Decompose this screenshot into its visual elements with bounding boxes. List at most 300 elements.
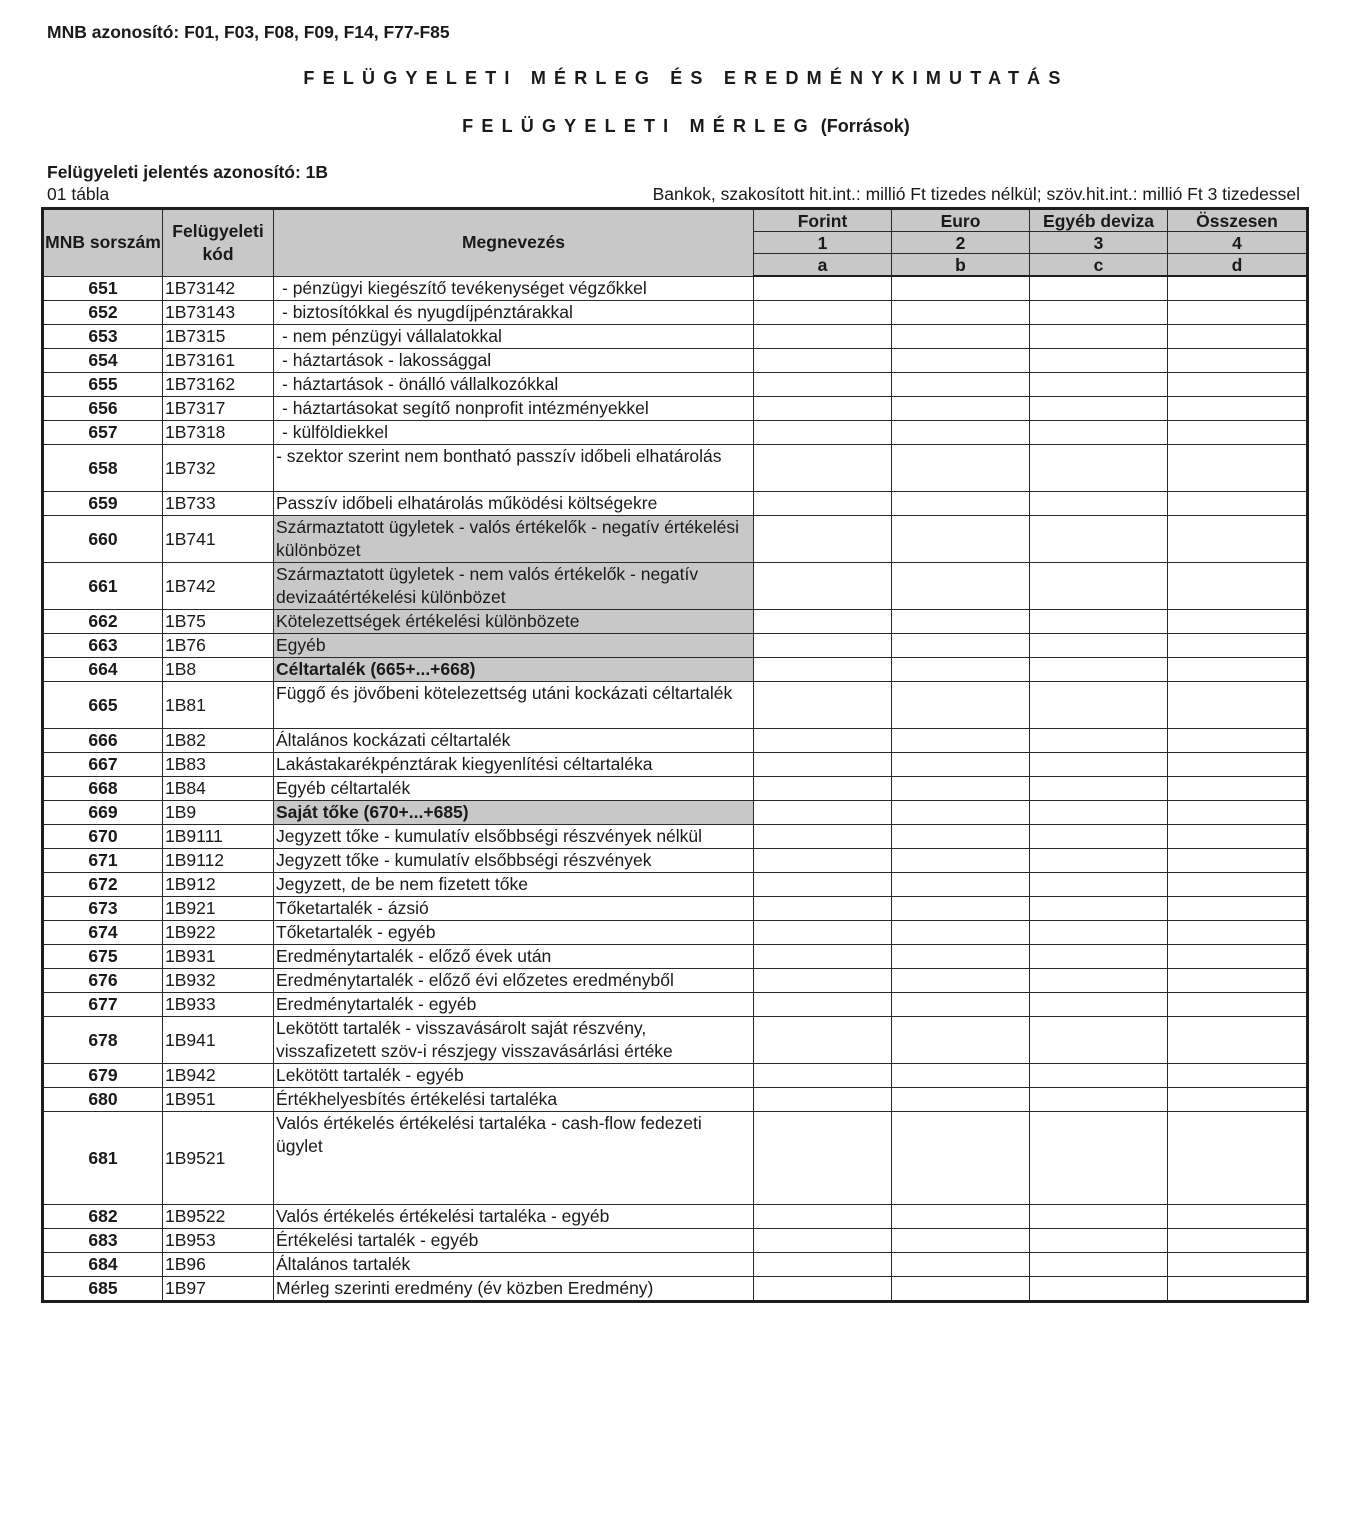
table-row (43, 1112, 1308, 1205)
row-number: 677 (43, 993, 163, 1017)
row-number: 668 (43, 777, 163, 801)
value-cell-forint[interactable] (754, 1229, 892, 1253)
row-number: 654 (43, 349, 163, 373)
table-row (43, 373, 1308, 397)
row-description: Jegyzett, de be nem fizetett tőke (274, 873, 754, 897)
row-number: 657 (43, 421, 163, 445)
value-cell-other-currency[interactable] (1030, 849, 1168, 873)
value-cell-other-currency[interactable] (1030, 325, 1168, 349)
balance-sheet-table (41, 207, 1309, 1303)
row-description: Tőketartalék - ázsió (274, 897, 754, 921)
row-code: 1B73161 (163, 349, 274, 373)
row-number: 662 (43, 610, 163, 634)
value-cell-euro[interactable] (892, 516, 1030, 563)
row-number: 674 (43, 921, 163, 945)
value-cell-forint[interactable] (754, 873, 892, 897)
value-cell-total[interactable] (1168, 397, 1308, 421)
table-row (43, 801, 1308, 825)
row-code: 1B921 (163, 897, 274, 921)
row-code: 1B9112 (163, 849, 274, 873)
row-code: 1B9111 (163, 825, 274, 849)
col-header-name: Megnevezés (274, 209, 754, 277)
value-cell-total[interactable] (1168, 849, 1308, 873)
value-cell-forint[interactable] (754, 897, 892, 921)
value-cell-euro[interactable] (892, 921, 1030, 945)
row-number: 664 (43, 658, 163, 682)
value-cell-euro[interactable] (892, 634, 1030, 658)
value-cell-euro[interactable] (892, 873, 1030, 897)
value-cell-euro[interactable] (892, 801, 1030, 825)
value-cell-euro[interactable] (892, 1088, 1030, 1112)
col-number: 2 (892, 232, 1030, 254)
value-cell-total[interactable] (1168, 421, 1308, 445)
value-cell-euro[interactable] (892, 301, 1030, 325)
value-cell-total[interactable] (1168, 921, 1308, 945)
row-code: 1B81 (163, 682, 274, 729)
row-code: 1B7315 (163, 325, 274, 349)
col-letter: a (754, 254, 892, 277)
value-cell-forint[interactable] (754, 729, 892, 753)
value-cell-total[interactable] (1168, 658, 1308, 682)
value-cell-forint[interactable] (754, 825, 892, 849)
value-cell-forint[interactable] (754, 276, 892, 301)
table-row (43, 445, 1308, 492)
row-description: Egyéb (274, 634, 754, 658)
value-cell-other-currency[interactable] (1030, 729, 1168, 753)
row-number: 658 (43, 445, 163, 492)
row-code: 1B73142 (163, 276, 274, 301)
value-cell-forint[interactable] (754, 921, 892, 945)
row-description: Származtatott ügyletek - nem valós értékelők - negatív devizaátértékelési különbözet (274, 563, 754, 610)
row-description: Jegyzett tőke - kumulatív elsőbbségi részvények nélkül (274, 825, 754, 849)
row-number: 675 (43, 945, 163, 969)
table-row (43, 729, 1308, 753)
table-body (43, 276, 1308, 1302)
row-code: 1B73162 (163, 373, 274, 397)
row-number: 652 (43, 301, 163, 325)
row-number: 666 (43, 729, 163, 753)
value-cell-total[interactable] (1168, 897, 1308, 921)
value-cell-forint[interactable] (754, 1277, 892, 1302)
row-code: 1B932 (163, 969, 274, 993)
value-cell-total[interactable] (1168, 1277, 1308, 1302)
row-description: Származtatott ügyletek - valós értékelők - negatív értékelési különbözet (274, 516, 754, 563)
table-row (43, 301, 1308, 325)
row-description: Mérleg szerinti eredmény (év közben Eredmény) (274, 1277, 754, 1302)
row-number: 667 (43, 753, 163, 777)
row-code: 1B7318 (163, 421, 274, 445)
value-cell-euro[interactable] (892, 373, 1030, 397)
units-note: Bankok, szakosított hit.int.: millió Ft tizedes nélkül; szöv.hit.int.: millió Ft 3 tizedessel (652, 184, 1300, 204)
row-description: - pénzügyi kiegészítő tevékenységet végzőkkel (274, 276, 754, 301)
value-cell-other-currency[interactable] (1030, 349, 1168, 373)
subtitle-main: FELÜGYELETI MÉRLEG (462, 116, 816, 136)
value-cell-other-currency[interactable] (1030, 634, 1168, 658)
value-cell-total[interactable] (1168, 276, 1308, 301)
row-code: 1B951 (163, 1088, 274, 1112)
value-cell-other-currency[interactable] (1030, 969, 1168, 993)
value-cell-total[interactable] (1168, 1205, 1308, 1229)
value-cell-other-currency[interactable] (1030, 658, 1168, 682)
value-cell-euro[interactable] (892, 563, 1030, 610)
row-code: 1B933 (163, 993, 274, 1017)
value-cell-total[interactable] (1168, 349, 1308, 373)
row-number: 670 (43, 825, 163, 849)
row-number: 685 (43, 1277, 163, 1302)
row-number: 653 (43, 325, 163, 349)
value-cell-other-currency[interactable] (1030, 825, 1168, 849)
table-row (43, 849, 1308, 873)
value-cell-euro[interactable] (892, 1205, 1030, 1229)
value-cell-other-currency[interactable] (1030, 1253, 1168, 1277)
value-cell-forint[interactable] (754, 301, 892, 325)
value-cell-euro[interactable] (892, 1064, 1030, 1088)
col-header-euro: Euro (892, 209, 1030, 232)
value-cell-other-currency[interactable] (1030, 563, 1168, 610)
col-header-forint: Forint (754, 209, 892, 232)
row-number: 660 (43, 516, 163, 563)
row-description: - szektor szerint nem bontható passzív időbeli elhatárolás (274, 445, 754, 492)
row-description: Általános kockázati céltartalék (274, 729, 754, 753)
value-cell-other-currency[interactable] (1030, 301, 1168, 325)
value-cell-total[interactable] (1168, 1112, 1308, 1205)
value-cell-forint[interactable] (754, 1088, 892, 1112)
value-cell-forint[interactable] (754, 945, 892, 969)
row-code: 1B9521 (163, 1112, 274, 1205)
row-code: 1B931 (163, 945, 274, 969)
value-cell-total[interactable] (1168, 373, 1308, 397)
value-cell-other-currency[interactable] (1030, 1017, 1168, 1064)
table-row (43, 825, 1308, 849)
value-cell-other-currency[interactable] (1030, 445, 1168, 492)
table-row (43, 563, 1308, 610)
col-letter: c (1030, 254, 1168, 277)
row-description: Lekötött tartalék - egyéb (274, 1064, 754, 1088)
col-header-code: Felügyeleti kód (163, 209, 274, 277)
table-row (43, 1205, 1308, 1229)
value-cell-other-currency[interactable] (1030, 397, 1168, 421)
value-cell-total[interactable] (1168, 945, 1308, 969)
value-cell-other-currency[interactable] (1030, 1064, 1168, 1088)
value-cell-total[interactable] (1168, 873, 1308, 897)
row-number: 680 (43, 1088, 163, 1112)
table-row (43, 325, 1308, 349)
value-cell-other-currency[interactable] (1030, 897, 1168, 921)
value-cell-total[interactable] (1168, 610, 1308, 634)
value-cell-euro[interactable] (892, 729, 1030, 753)
col-number: 3 (1030, 232, 1168, 254)
table-row (43, 897, 1308, 921)
value-cell-total[interactable] (1168, 801, 1308, 825)
value-cell-total[interactable] (1168, 825, 1308, 849)
row-number: 656 (43, 397, 163, 421)
value-cell-forint[interactable] (754, 1064, 892, 1088)
row-description: Saját tőke (670+...+685) (274, 801, 754, 825)
table-row (43, 1064, 1308, 1088)
table-row (43, 777, 1308, 801)
col-header-other-currency: Egyéb deviza (1030, 209, 1168, 232)
value-cell-total[interactable] (1168, 445, 1308, 492)
value-cell-euro[interactable] (892, 397, 1030, 421)
row-number: 682 (43, 1205, 163, 1229)
col-header-total: Összesen (1168, 209, 1308, 232)
report-identifier: Felügyeleti jelentés azonosító: 1B (47, 162, 329, 182)
value-cell-total[interactable] (1168, 492, 1308, 516)
value-cell-euro[interactable] (892, 945, 1030, 969)
value-cell-forint[interactable] (754, 610, 892, 634)
value-cell-total[interactable] (1168, 777, 1308, 801)
table-identifier: 01 tábla (47, 184, 110, 204)
value-cell-forint[interactable] (754, 397, 892, 421)
table-row (43, 1253, 1308, 1277)
value-cell-other-currency[interactable] (1030, 421, 1168, 445)
value-cell-euro[interactable] (892, 1253, 1030, 1277)
row-description: - nem pénzügyi vállalatokkal (274, 325, 754, 349)
value-cell-other-currency[interactable] (1030, 373, 1168, 397)
row-code: 1B96 (163, 1253, 274, 1277)
table-row (43, 421, 1308, 445)
row-description: Valós értékelés értékelési tartaléka - egyéb (274, 1205, 754, 1229)
value-cell-euro[interactable] (892, 421, 1030, 445)
table-row (43, 1088, 1308, 1112)
value-cell-forint[interactable] (754, 1017, 892, 1064)
row-number: 678 (43, 1017, 163, 1064)
row-description: Céltartalék (665+...+668) (274, 658, 754, 682)
row-description: - biztosítókkal és nyugdíjpénztárakkal (274, 301, 754, 325)
table-row (43, 492, 1308, 516)
row-description: - háztartások - önálló vállalkozókkal (274, 373, 754, 397)
value-cell-euro[interactable] (892, 825, 1030, 849)
value-cell-forint[interactable] (754, 801, 892, 825)
value-cell-other-currency[interactable] (1030, 921, 1168, 945)
value-cell-euro[interactable] (892, 1017, 1030, 1064)
value-cell-forint[interactable] (754, 634, 892, 658)
value-cell-forint[interactable] (754, 753, 892, 777)
row-number: 672 (43, 873, 163, 897)
row-description: Eredménytartalék - előző évi előzetes eredményből (274, 969, 754, 993)
table-row (43, 969, 1308, 993)
value-cell-total[interactable] (1168, 634, 1308, 658)
row-description: Tőketartalék - egyéb (274, 921, 754, 945)
value-cell-total[interactable] (1168, 729, 1308, 753)
value-cell-euro[interactable] (892, 325, 1030, 349)
subtitle-suffix: (Források) (815, 116, 910, 136)
col-letter: d (1168, 254, 1308, 277)
table-row (43, 516, 1308, 563)
table-row (43, 276, 1308, 301)
value-cell-forint[interactable] (754, 563, 892, 610)
row-number: 683 (43, 1229, 163, 1253)
row-code: 1B9522 (163, 1205, 274, 1229)
row-number: 665 (43, 682, 163, 729)
row-number: 651 (43, 276, 163, 301)
row-description: Lakástakarékpénztárak kiegyenlítési céltartaléka (274, 753, 754, 777)
value-cell-euro[interactable] (892, 897, 1030, 921)
value-cell-forint[interactable] (754, 1112, 892, 1205)
col-letter: b (892, 254, 1030, 277)
value-cell-forint[interactable] (754, 445, 892, 492)
value-cell-euro[interactable] (892, 1277, 1030, 1302)
table-row (43, 1017, 1308, 1064)
value-cell-other-currency[interactable] (1030, 777, 1168, 801)
row-code: 1B942 (163, 1064, 274, 1088)
col-number: 4 (1168, 232, 1308, 254)
row-number: 676 (43, 969, 163, 993)
table-row (43, 397, 1308, 421)
row-description: - háztartások - lakossággal (274, 349, 754, 373)
row-description: Eredménytartalék - előző évek után (274, 945, 754, 969)
value-cell-euro[interactable] (892, 993, 1030, 1017)
row-code: 1B8 (163, 658, 274, 682)
row-code: 1B73143 (163, 301, 274, 325)
value-cell-other-currency[interactable] (1030, 993, 1168, 1017)
value-cell-forint[interactable] (754, 993, 892, 1017)
row-code: 1B7317 (163, 397, 274, 421)
value-cell-euro[interactable] (892, 777, 1030, 801)
table-row (43, 658, 1308, 682)
value-cell-total[interactable] (1168, 682, 1308, 729)
table-row (43, 993, 1308, 1017)
value-cell-euro[interactable] (892, 753, 1030, 777)
table-row (43, 873, 1308, 897)
row-code: 1B732 (163, 445, 274, 492)
row-number: 655 (43, 373, 163, 397)
value-cell-other-currency[interactable] (1030, 945, 1168, 969)
value-cell-other-currency[interactable] (1030, 1277, 1168, 1302)
value-cell-euro[interactable] (892, 1229, 1030, 1253)
row-number: 679 (43, 1064, 163, 1088)
value-cell-total[interactable] (1168, 1017, 1308, 1064)
value-cell-other-currency[interactable] (1030, 1112, 1168, 1205)
row-code: 1B97 (163, 1277, 274, 1302)
value-cell-other-currency[interactable] (1030, 516, 1168, 563)
table-header (43, 209, 1308, 277)
value-cell-euro[interactable] (892, 969, 1030, 993)
value-cell-euro[interactable] (892, 849, 1030, 873)
value-cell-other-currency[interactable] (1030, 1088, 1168, 1112)
document-subtitle (0, 116, 1372, 137)
value-cell-total[interactable] (1168, 753, 1308, 777)
value-cell-forint[interactable] (754, 969, 892, 993)
value-cell-forint[interactable] (754, 1253, 892, 1277)
row-description: Általános tartalék (274, 1253, 754, 1277)
value-cell-forint[interactable] (754, 421, 892, 445)
value-cell-euro[interactable] (892, 445, 1030, 492)
row-number: 673 (43, 897, 163, 921)
value-cell-forint[interactable] (754, 349, 892, 373)
table-row (43, 921, 1308, 945)
value-cell-total[interactable] (1168, 1229, 1308, 1253)
value-cell-other-currency[interactable] (1030, 682, 1168, 729)
value-cell-euro[interactable] (892, 276, 1030, 301)
row-code: 1B922 (163, 921, 274, 945)
value-cell-total[interactable] (1168, 993, 1308, 1017)
table-row (43, 682, 1308, 729)
row-number: 684 (43, 1253, 163, 1277)
row-code: 1B82 (163, 729, 274, 753)
value-cell-euro[interactable] (892, 658, 1030, 682)
value-cell-total[interactable] (1168, 563, 1308, 610)
table-row (43, 945, 1308, 969)
value-cell-total[interactable] (1168, 1253, 1308, 1277)
value-cell-forint[interactable] (754, 325, 892, 349)
value-cell-euro[interactable] (892, 682, 1030, 729)
row-description: - háztartásokat segítő nonprofit intézményekkel (274, 397, 754, 421)
value-cell-total[interactable] (1168, 1064, 1308, 1088)
value-cell-other-currency[interactable] (1030, 753, 1168, 777)
value-cell-euro[interactable] (892, 349, 1030, 373)
table-row (43, 634, 1308, 658)
row-code: 1B912 (163, 873, 274, 897)
row-code: 1B941 (163, 1017, 274, 1064)
row-description: Értékelési tartalék - egyéb (274, 1229, 754, 1253)
col-number: 1 (754, 232, 892, 254)
value-cell-other-currency[interactable] (1030, 1229, 1168, 1253)
row-description: Passzív időbeli elhatárolás működési költségekre (274, 492, 754, 516)
table-row (43, 753, 1308, 777)
value-cell-other-currency[interactable] (1030, 610, 1168, 634)
value-cell-other-currency[interactable] (1030, 276, 1168, 301)
row-description: - külföldiekkel (274, 421, 754, 445)
value-cell-forint[interactable] (754, 373, 892, 397)
value-cell-total[interactable] (1168, 516, 1308, 563)
row-description: Eredménytartalék - egyéb (274, 993, 754, 1017)
value-cell-forint[interactable] (754, 682, 892, 729)
value-cell-forint[interactable] (754, 516, 892, 563)
row-code: 1B84 (163, 777, 274, 801)
value-cell-forint[interactable] (754, 492, 892, 516)
value-cell-other-currency[interactable] (1030, 873, 1168, 897)
table-row (43, 1277, 1308, 1302)
value-cell-total[interactable] (1168, 325, 1308, 349)
row-description: Egyéb céltartalék (274, 777, 754, 801)
row-code: 1B76 (163, 634, 274, 658)
value-cell-other-currency[interactable] (1030, 801, 1168, 825)
document-title: FELÜGYELETI MÉRLEG ÉS EREDMÉNYKIMUTATÁS (303, 68, 1069, 88)
row-number: 681 (43, 1112, 163, 1205)
value-cell-total[interactable] (1168, 1088, 1308, 1112)
value-cell-euro[interactable] (892, 492, 1030, 516)
value-cell-forint[interactable] (754, 849, 892, 873)
row-description: Kötelezettségek értékelési különbözete (274, 610, 754, 634)
value-cell-euro[interactable] (892, 1112, 1030, 1205)
value-cell-other-currency[interactable] (1030, 1205, 1168, 1229)
value-cell-total[interactable] (1168, 301, 1308, 325)
table-row (43, 610, 1308, 634)
row-description: Lekötött tartalék - visszavásárolt saját részvény, visszafizetett szöv-i részjegy visszavásárlási értéke (274, 1017, 754, 1064)
row-code: 1B742 (163, 563, 274, 610)
value-cell-other-currency[interactable] (1030, 492, 1168, 516)
row-number: 669 (43, 801, 163, 825)
row-description: Jegyzett tőke - kumulatív elsőbbségi részvények (274, 849, 754, 873)
value-cell-forint[interactable] (754, 777, 892, 801)
row-description: Függő és jövőbeni kötelezettség utáni kockázati céltartalék (274, 682, 754, 729)
value-cell-total[interactable] (1168, 969, 1308, 993)
row-code: 1B741 (163, 516, 274, 563)
col-header-mnb: MNB sorszám (43, 209, 163, 277)
row-description: Valós értékelés értékelési tartaléka - cash-flow fedezeti ügylet (274, 1112, 754, 1205)
table-row (43, 1229, 1308, 1253)
value-cell-forint[interactable] (754, 658, 892, 682)
row-number: 659 (43, 492, 163, 516)
row-number: 661 (43, 563, 163, 610)
table-row (43, 349, 1308, 373)
row-number: 671 (43, 849, 163, 873)
row-description: Értékhelyesbítés értékelési tartaléka (274, 1088, 754, 1112)
value-cell-forint[interactable] (754, 1205, 892, 1229)
value-cell-euro[interactable] (892, 610, 1030, 634)
row-code: 1B75 (163, 610, 274, 634)
